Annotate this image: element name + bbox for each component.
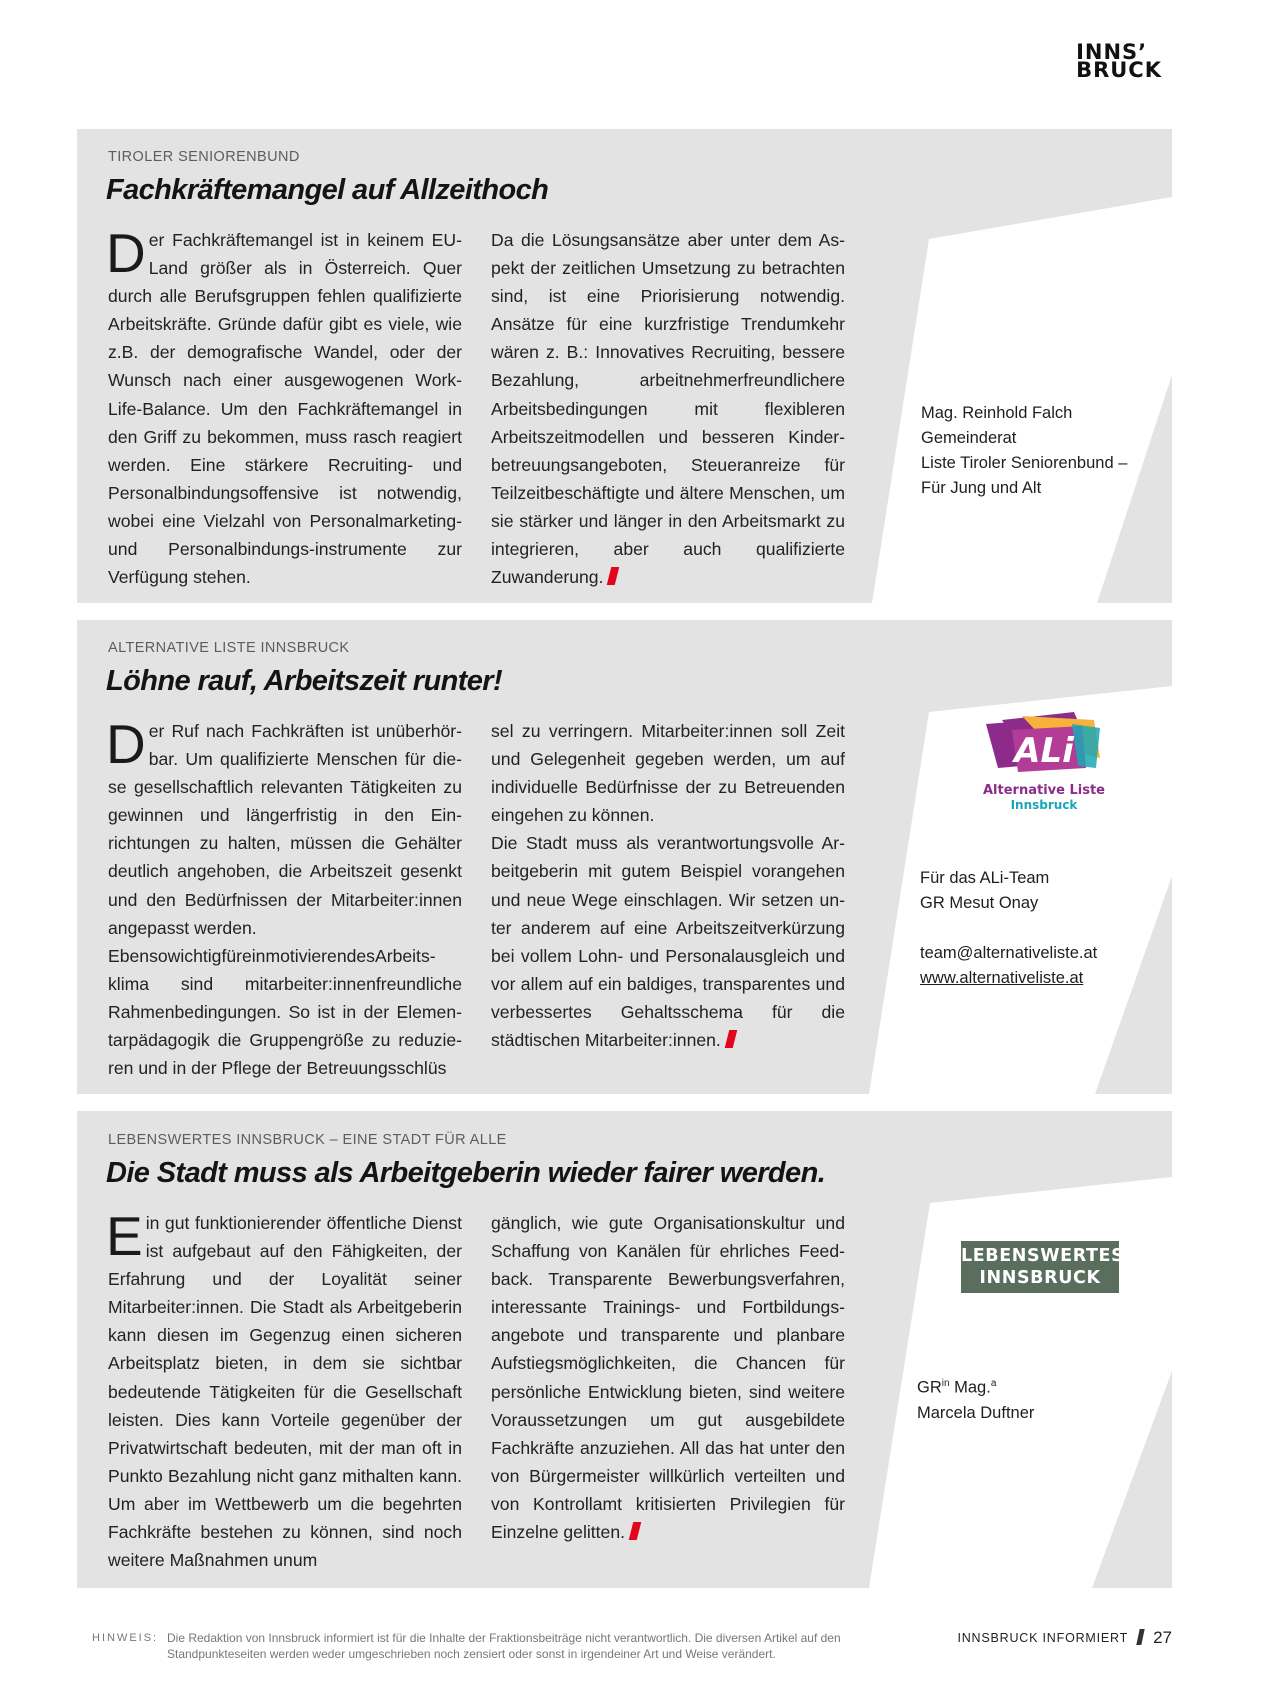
article-lebenswertes-innsbruck <box>77 1111 1172 1588</box>
article-headline: Fachkräftemangel auf Allzeithoch <box>106 174 549 206</box>
logo-line-2: BRUCK <box>1076 58 1162 82</box>
end-mark-icon <box>725 1030 737 1048</box>
author-line: Für das ALi-Team <box>920 869 1050 887</box>
author-name: Marcela Duftner <box>917 1403 1035 1422</box>
column-text: er Fachkräftemangel ist in keinem EU-Land größer als in Österreich. Quer durch alle Berufsgruppen fehlen qualifizierte Arbeitskräfte. Gründe dafür gibt es viele, wie z.B. der demografische Wandel, oder der Wunsch nach einer ausgewogenen Work-Life-Balance. Um den Fachkräftemangel in den Griff zu bekommen, muss rasch reagiert werden. Eine stärkere Recruiting- und Personalbindungsoffensive ist notwendig, wobei eine Vielzahl von Personalmarketing- und Personalbindungs-instrumente zur Verfügung stehen. <box>108 230 462 588</box>
author-block <box>921 401 1127 501</box>
column-text: er Ruf nach Fachkräften ist unüberhörbar. Um qualifizierte Menschen für diese gesellschaftlich relevanten Tätigkeiten zu gewinnen und längerfristig in den Einrichtungen zu halten, müssen die Gehälter deutlich angehoben, die Arbeitszeit gesenkt und den Bedürfnissen der Mitarbeiter:innen angepasst werden. <box>108 721 462 938</box>
author-title: $GR^{in}$ Mag.$^a$ <box>917 1378 997 1397</box>
author-website-link[interactable]: www.alternativeliste.at <box>920 969 1084 987</box>
column-text: in gut funktionierender öffentliche Dienst ist aufgebaut auf den Fähigkeiten, der Erfahrung und der Loyalität seiner Mitarbeiter:innen. Die Stadt als Arbeitgeberin kann diesen im Gegenzug einen sicheren Arbeitsplatz bieten, in dem sie sichtbar bedeutende Tätigkeiten für die Gesellschaft leisten. Dies kann Vorteile gegenüber der Privatwirtschaft bedeuten, mit der man oft in Punkto Bezahlung nicht ganz mithalten kann. Um aber im Wettbewerb um die begehrten Fachkräfte bestehen zu können, sind noch weitere Maßnahmen unum <box>108 1213 462 1571</box>
author-line: Mag. Reinhold Falch <box>921 404 1073 422</box>
article-kicker: TIROLER SENIORENBUND <box>108 149 300 165</box>
article-seniorenbund <box>77 129 1172 603</box>
article-column-2 <box>491 226 845 591</box>
author-block <box>920 866 1097 991</box>
logo-line-1: INNS’ <box>1076 40 1148 64</box>
footer-text: Die Redaktion von Innsbruck informiert ist für die Inhalte der Fraktionsbeiträge nicht verantwortlich. Die diversen Artikel auf den Standpunkteseiten werden weder umgeschrieben noch zensiert oder sonst in irgendeiner Art und Weise verändert. <box>167 1631 841 1661</box>
logo-text-line-2: INNSBRUCK <box>979 1268 1101 1288</box>
innsbruck-logo <box>1076 40 1162 82</box>
column-text: Die Stadt muss als verantwortungsvolle Arbeitgeberin mit gutem Beispiel vorangehen und neue Wege einschlagen. Wir setzen unter anderem auf eine Arbeitszeitverkürzung bei vollem Lohn- und Personalausgleich und vor allem auf ein baldiges, transparentes und verbessertes Gehaltsschema für die städtischen Mitarbeiter:innen. <box>491 833 845 1051</box>
column-text: Da die Lösungsansätze aber unter dem Aspekt der zeitlichen Umsetzung zu betrachten sind, ist eine Priorisierung notwendig. Ansätze für eine kurzfristige Trendumkehr wären z. B.: Innovatives Recruiting, bessere Bezahlung, arbeitnehmerfreundlichere Arbeitsbedingungen mit flexibleren Arbeitszeitmodellen und besseren Kinderbetreuungsangeboten, Steueranreize für Teilzeitbeschäftigte und ältere Menschen, um sie stärker und länger in den Arbeitsmarkt zu integrieren, aber auch qualifizierte Zuwanderung. <box>491 230 845 588</box>
publication-name: INNSBRUCK INFORMIERT <box>957 1631 1129 1645</box>
column-text: sel zu verringern. Mitarbeiter:innen soll Zeit und Gelegenheit gegeben werden, um auf individuelle Bedürfnisse der zu Betreuenden eingehen zu können. <box>491 721 845 826</box>
drop-cap: E <box>106 1205 143 1267</box>
alternative-liste-logo <box>982 708 1122 818</box>
lebenswertes-innsbruck-logo <box>961 1241 1125 1293</box>
article-column-1 <box>106 713 462 1082</box>
page-number: 27 <box>1153 1628 1172 1647</box>
logo-text-line-2: Innsbruck <box>1010 798 1078 812</box>
logo-text-line-1: Alternative Liste <box>983 783 1105 798</box>
footer-label: HINWEIS: <box>92 1632 159 1644</box>
publication-footer <box>957 1628 1172 1648</box>
separator-icon <box>1136 1629 1144 1645</box>
end-mark-icon <box>629 1522 641 1540</box>
drop-cap: D <box>106 222 146 284</box>
article-headline: Die Stadt muss als Arbeitgeberin wieder fairer werden. <box>106 1157 826 1189</box>
article-kicker: LEBENSWERTES INNSBRUCK – EINE STADT FÜR ALLE <box>108 1132 507 1148</box>
column-text: gänglich, wie gute Organisationskultur und Schaffung von Kanälen für ehrliches Feedback. Transparente Bewerbungsverfahren, interessante Trainings- und Fortbildungsangebote und transparente und planbare Aufstiegsmöglichkeiten, die Chancen für persönliche Entwicklung bieten, sind weitere Voraussetzungen um gut ausgebildete Fachkräfte anzuziehen. All das hat unter den von Bürgermeister willkürlich verteilten und von Kontrollamt kritisierten Privilegien für Einzelne gelitten. <box>491 1213 845 1543</box>
article-column-1 <box>106 1205 462 1574</box>
author-line: Für Jung und Alt <box>921 479 1042 497</box>
author-email[interactable]: team@alternativeliste.at <box>920 944 1098 962</box>
article-alternative-liste <box>77 620 1172 1094</box>
end-mark-icon <box>607 567 619 585</box>
article-kicker: ALTERNATIVE LISTE INNSBRUCK <box>108 640 350 656</box>
article-column-2 <box>491 1209 845 1546</box>
logo-wordmark: ALi <box>1014 731 1074 771</box>
column-text: EbensowichtigfüreinmotivierendesArbeitsklima sind mitarbeiter:innenfreundliche Rahmenbedingungen. So ist in der Elementarpädagogik die Gruppengröße zu reduzieren und in der Pflege der Betreuungsschlüs <box>108 945 462 1079</box>
article-column-1 <box>106 222 462 591</box>
author-line: Liste Tiroler Seniorenbund – <box>921 454 1128 472</box>
author-line: GR Mesut Onay <box>920 894 1039 912</box>
article-column-2 <box>491 717 845 1054</box>
article-headline: Löhne rauf, Arbeitszeit runter! <box>106 665 503 697</box>
author-block <box>917 1371 1034 1426</box>
logo-text-line-1: LEBENSWERTES <box>961 1246 1125 1266</box>
drop-cap: D <box>106 713 146 775</box>
author-line: Gemeinderat <box>921 429 1017 447</box>
